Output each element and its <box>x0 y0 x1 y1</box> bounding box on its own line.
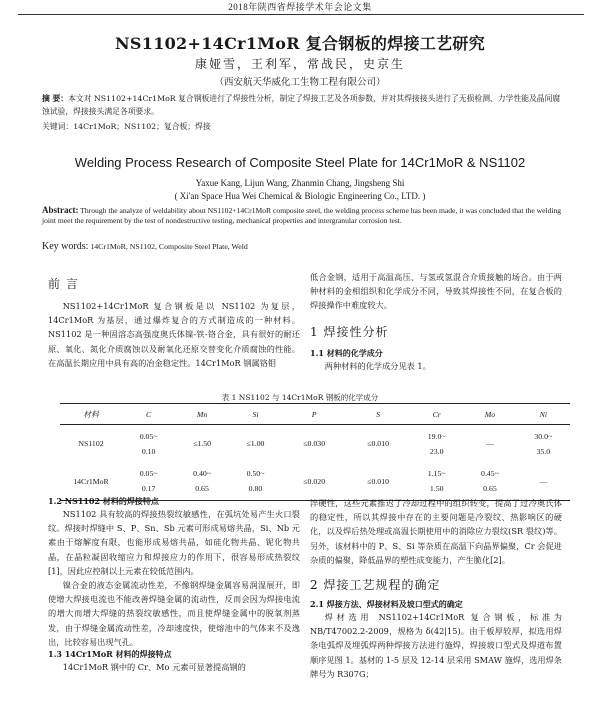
section-1-3-paragraph: 14Cr1MoR 钢中的 Cr、Mo 元素可显著提高钢的 <box>62 662 246 673</box>
left-column-top <box>48 275 300 370</box>
table-row <box>60 463 570 501</box>
table-row <box>60 425 570 463</box>
keywords-cn-label: 关键词： <box>42 122 74 131</box>
row-material: 14Cr1MoR <box>60 463 122 501</box>
section-1-1-heading: 1.1 材料的化学成分 <box>310 347 383 358</box>
cell-line: 0.65 <box>195 484 209 494</box>
section-2-1-heading: 2.1 焊接方法、焊接材料及坡口型式的确定 <box>310 599 463 610</box>
cell-line: 0.05~ <box>139 431 158 441</box>
header-s: S <box>346 404 410 425</box>
keywords-cn <box>42 121 562 132</box>
section-1-2-heading: 1.2 NS1102 材料的焊接特点 <box>48 496 159 506</box>
cell-line: 35.0 <box>536 446 551 456</box>
section-1-heading: 1 焊接性分析 <box>310 324 389 339</box>
chemical-composition-table <box>60 403 570 501</box>
table-cell: ≤0.010 <box>346 463 410 501</box>
cell-line: 0.50~ <box>246 469 265 479</box>
row-material: NS1102 <box>78 439 104 449</box>
cell-line: 0.40~ <box>193 469 211 479</box>
cell-line: 0.65 <box>483 484 497 494</box>
preface-paragraph: NS1102+14Cr1MoR 复合钢板是以 NS1102 为复层，14Cr1MoR 为基层，通过爆炸复合的方式制造成的一种材料。NS1102 是一种固溶态高强度奥氏体镍-铁-铬合金，具有很好的耐还原、氧化、氮化介质腐蚀以及耐氧化还原交替变化介质腐蚀的性能。在高温长期应用中具有高的冶金稳定性。14Cr1MoR 钢属铬钼 <box>48 301 300 368</box>
table-cell <box>122 463 175 501</box>
header-cr: Cr <box>410 404 463 425</box>
left-column-bottom <box>48 496 300 674</box>
table-cell <box>175 463 228 501</box>
header-rule <box>18 14 584 15</box>
table-1-caption: 表 1 NS1102 与 14Cr1MoR 钢板的化学成分 <box>221 393 379 402</box>
cell-line: 19.0~ <box>427 431 446 441</box>
table-header-row <box>60 404 570 425</box>
table-cell: — <box>517 463 570 501</box>
header-mn: Mn <box>175 404 228 425</box>
affiliation-en: ( Xi'an Space Hua Wei Chemical & Biologic Engineering Co., LTD. ) <box>174 191 426 201</box>
header-material: 材料 <box>60 404 122 425</box>
affiliation-cn: （西安航天华威化工生物工程有限公司） <box>214 77 386 88</box>
table-cell: ≤1.50 <box>193 439 211 449</box>
preface-continuation: 低合金钢，适用于高温高压、与氢或氢混合介质接触的场合。由于两种材料的金相组织和化学成分不同，导致其焊接性不同，在复合板的焊接操作中难度较大。 <box>310 272 562 311</box>
cell-line: 1.15~ <box>427 469 446 479</box>
abstract-en-text: Through the analyze of weldability about NS1102+14Cr1MoR composite steel, the welding process scheme has been made, it was concluded that the welding joint meet the requirement by the test of nondestructive testing, mechanical properties and intergranular corrosion test. <box>42 206 562 225</box>
running-header: 2018年陕西省焊接学术年会论文集 <box>228 2 372 12</box>
cell-line: 23.0 <box>429 446 444 456</box>
preface-heading: 前 言 <box>48 277 79 291</box>
table-cell: ≤0.020 <box>282 463 346 501</box>
abstract-en-label: Abstract: <box>42 205 79 215</box>
paper-title-cn: NS1102+14Cr1MoR 复合钢板的焊接工艺研究 <box>114 34 486 53</box>
header-c: C <box>122 404 175 425</box>
section-1-2-paragraph-1: NS1102 具有较高的焊接热裂纹敏感性，在弧坑处易产生火口裂纹。焊接时焊缝中 S、P、Sn、Sb 元素可形成易熔共晶，Si、Nb 元素由于熔解度有限，也能形成易熔共晶，如硅化物共晶、铌化物共晶，在晶粒凝固收缩应力和焊接应力的作用下，很容易形成热裂纹[1]，因此应控制以上元素在较低范围内。 <box>48 509 300 576</box>
keywords-en-label: Key words: <box>42 241 89 252</box>
table-cell <box>229 463 282 501</box>
keywords-en <box>42 241 562 252</box>
table-cell: ≤1.00 <box>246 439 265 449</box>
header-si: Si <box>229 404 282 425</box>
keywords-en-text: 14Cr1MoR, NS1102, Composite Steel Plate, Weld <box>90 242 248 251</box>
paper-title-en: Welding Process Research of Composite Steel Plate for 14Cr1MoR & NS1102 <box>74 155 526 170</box>
cell-line: 0.80 <box>248 484 263 494</box>
right-column-bottom <box>310 496 562 681</box>
section-2-1-paragraph: 焊材选用 NS1102+14Cr1MoR 复合钢板，标准为 NB/T47002.2-2009，规格为 δ(42|15)。由于板厚较厚，拟选用焊条电弧焊及埋弧焊两种焊接方法进行施焊，焊接坡口型式及焊道布置顺序见图 1。基材的 1-5 层及 12-14 层采用 SMAW 施焊，选用焊条牌号为 R307G； <box>310 612 562 679</box>
header-mo: Mo <box>463 404 516 425</box>
abstract-en <box>42 205 562 226</box>
section-2-heading: 2 焊接工艺规程的确定 <box>310 578 441 593</box>
abstract-cn-text: 本文对 NS1102+14Cr1MoR 复合钢板进行了焊接性分析，制定了焊接工艺及各项参数，并对其焊接接头进行了无损检测、力学性能及晶间腐蚀试验，焊接接头满足各项要求。 <box>42 94 561 116</box>
section-1-1-paragraph: 两种材料的化学成分见表 1。 <box>324 360 431 371</box>
abstract-cn <box>42 92 562 118</box>
table-cell <box>410 463 463 501</box>
cell-line: 0.10 <box>141 446 156 456</box>
table-cell <box>410 425 463 463</box>
cell-line: 0.45~ <box>481 469 499 479</box>
authors-en: Yaxue Kang, Lijun Wang, Zhanmin Chang, Jingsheng Shi <box>195 178 405 188</box>
keywords-cn-text: 14Cr1MoR；NS1102；复合板；焊接 <box>73 122 211 131</box>
section-1-3-heading: 1.3 14Cr1MoR 材料的焊接特点 <box>48 649 172 660</box>
table-cell <box>122 425 175 463</box>
header-p: P <box>282 404 346 425</box>
header-ni: Ni <box>517 404 570 425</box>
section-1-2-paragraph-2: 镍合金的液态金属流动性差，不像钢焊缝金属容易润湿展开，即使增大焊接电流也不能改善焊缝金属的流动性，反而会因为焊接电流的增大而增大焊缝的热裂纹敏感性，而且使焊缝金属中的脱氧剂蒸发，由于焊缝金属流动性差，冷却速度快，使熔池中的气体来不及逸出，比较容易出现气孔。 <box>48 580 300 647</box>
table-cell <box>517 425 570 463</box>
cell-line: 0.05~ <box>139 469 158 479</box>
table-cell: — <box>486 439 494 449</box>
abstract-cn-label: 摘 要： <box>42 94 69 103</box>
table-cell: ≤0.010 <box>367 439 389 449</box>
authors-cn: 康娅雪，王利军，常战民，史京生 <box>194 57 405 71</box>
table-cell <box>463 463 516 501</box>
table-cell: ≤0.030 <box>303 439 326 449</box>
cell-line: 30.0~ <box>534 431 553 441</box>
cell-line: 0.17 <box>141 484 156 494</box>
right-column-top <box>310 270 562 373</box>
cell-line: 1.50 <box>429 484 444 494</box>
section-1-3-continuation: 淬硬性，这些元素推迟了冷却过程中的组织转变，提高了过冷奥氏体的稳定性，所以其焊接中存在的主要问题是冷裂纹、热影响区的硬化，以及焊后热处理或高温长期使用中的消除应力裂纹(SR 裂纹)等。另外，该材料中的 P、S、Si 等杂质在高温下向晶界偏聚，Cr 会促进杂质的偏聚，降低晶界的塑性成变能力，产生脆化[2]。 <box>310 498 562 565</box>
